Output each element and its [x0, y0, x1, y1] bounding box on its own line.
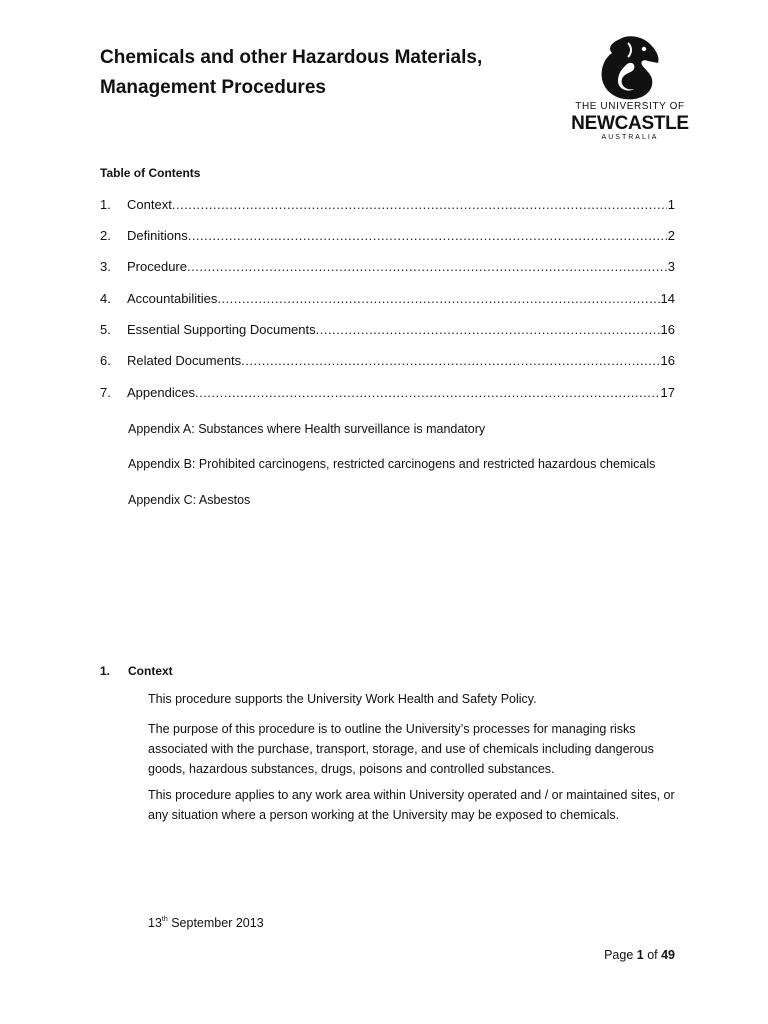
section-title: Context [128, 664, 173, 678]
toc-entry-context[interactable] [100, 197, 675, 213]
toc-entry-page: 16 [660, 353, 675, 368]
date-day: 13 [148, 916, 162, 930]
toc-entry-number: 7. [100, 385, 111, 400]
toc-entry-page: 3 [667, 259, 675, 274]
toc-entry-appendices[interactable] [100, 385, 675, 401]
document-date [148, 916, 264, 930]
toc-heading: Table of Contents [100, 166, 201, 180]
date-month-year: September 2013 [167, 916, 264, 930]
page-of: of [643, 948, 662, 962]
toc-entry-label: Essential Supporting Documents [127, 322, 316, 337]
section-heading [100, 664, 173, 678]
toc-entry-label: Appendices [127, 385, 195, 400]
logo-text-line-2: NEWCASTLE [571, 113, 689, 134]
toc-entry-label: Related Documents [127, 353, 242, 368]
toc-entry-number: 2. [100, 228, 111, 243]
toc-entry-label: Definitions [127, 228, 188, 243]
toc-dot-leader [316, 322, 660, 337]
toc-entry-definitions[interactable] [100, 228, 675, 244]
toc-dot-leader [195, 385, 660, 400]
section-number: 1. [100, 664, 111, 678]
toc-entry-page: 16 [660, 322, 675, 337]
toc-entry-page: 17 [660, 385, 675, 400]
document-title-line-1: Chemicals and other Hazardous Materials, [100, 47, 483, 68]
page-current: 1 [636, 948, 644, 962]
toc-entry-number: 3. [100, 259, 111, 274]
toc-dot-leader [188, 228, 667, 243]
document-title [100, 43, 570, 103]
toc-entry-label: Context [127, 197, 172, 212]
seahorse-crest-icon [598, 35, 662, 101]
toc-dot-leader [187, 259, 667, 274]
toc-dot-leader [217, 291, 659, 306]
appendix-c-entry: Appendix C: Asbestos [128, 493, 251, 507]
toc-dot-leader [172, 197, 667, 212]
logo-text-line-1: THE UNIVERSITY OF [575, 101, 685, 112]
toc-entry-number: 6. [100, 353, 111, 368]
context-paragraph-3: This procedure applies to any work area within University operated and / or maintained sites, or any situation where a person working at the University may be exposed to chemicals. [148, 788, 675, 822]
logo-text-line-3: AUSTRALIA [601, 134, 659, 141]
context-paragraph-2: The purpose of this procedure is to outline the University’s processes for managing risks associated with the purchase, transport, storage, and use of chemicals including dangerous goods, hazardous substances, drugs, poisons and controlled substances. [148, 722, 654, 776]
toc-entry-number: 4. [100, 291, 111, 306]
toc-entry-number: 5. [100, 322, 111, 337]
toc-entry-related-documents[interactable] [100, 353, 675, 369]
toc-entry-label: Procedure [127, 259, 187, 274]
page-total: 49 [661, 948, 675, 962]
toc-entry-page: 14 [660, 291, 675, 306]
toc-entry-accountabilities[interactable] [100, 291, 675, 307]
toc-entry-essential-supporting-documents[interactable] [100, 322, 675, 338]
toc-entry-label: Accountabilities [127, 291, 218, 306]
page-prefix: Page [604, 948, 637, 962]
document-title-line-2: Management Procedures [100, 77, 326, 98]
context-paragraph-1: This procedure supports the University Work Health and Safety Policy. [148, 692, 537, 706]
appendix-a-entry: Appendix A: Substances where Health surveillance is mandatory [128, 422, 486, 436]
toc-entry-page: 1 [667, 197, 675, 212]
page-number [540, 948, 675, 962]
toc-entry-number: 1. [100, 197, 111, 212]
toc-entry-page: 2 [667, 228, 675, 243]
appendix-b-entry: Appendix B: Prohibited carcinogens, restricted carcinogens and restricted hazardous chemicals [128, 457, 656, 471]
university-logo [568, 35, 692, 145]
date-suffix: th [161, 916, 168, 923]
toc-dot-leader [241, 353, 659, 368]
toc-entry-procedure[interactable] [100, 259, 675, 275]
